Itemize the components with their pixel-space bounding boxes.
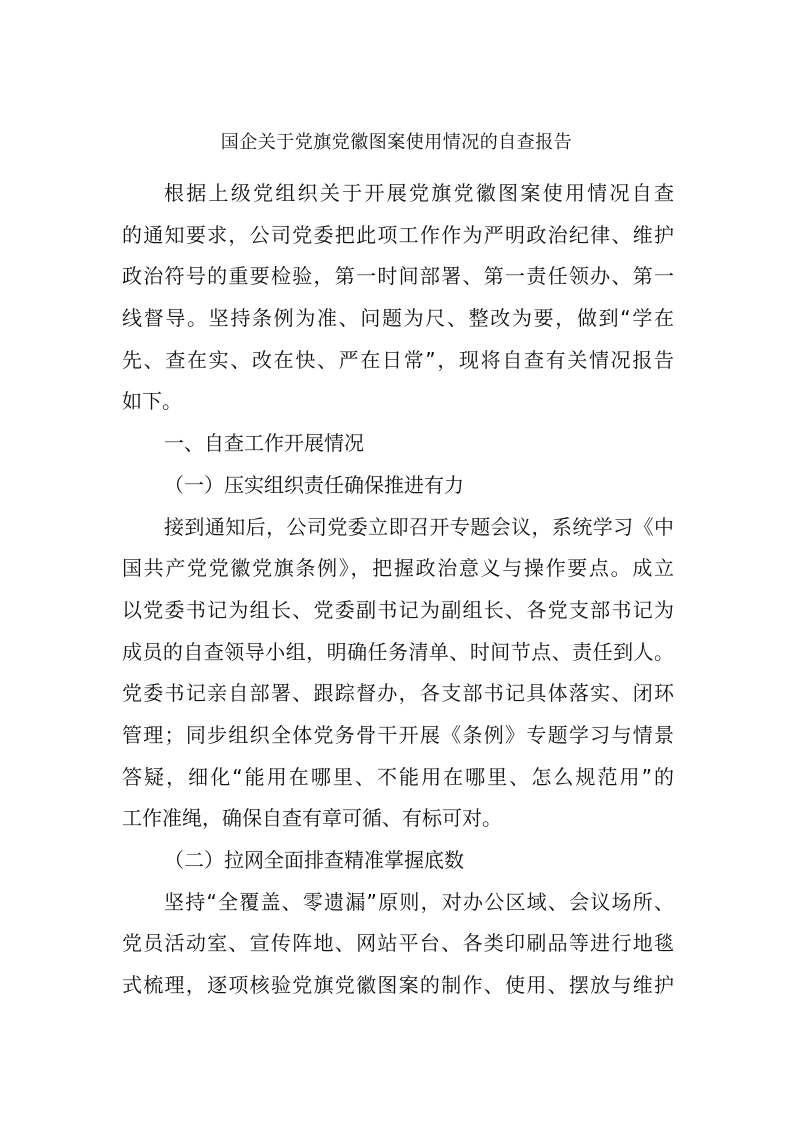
text-line: 坚持“全覆盖、零遗漏”原则，对办公区域、会议场所、 xyxy=(164,889,674,914)
text-line: 以党委书记为组长、党委副书记为副组长、各党支部书记为 xyxy=(122,597,674,622)
text-line: 政治符号的重要检验，第一时间部署、第一责任领办、第一 xyxy=(122,264,674,289)
document-body xyxy=(122,173,674,1007)
text-line: 答疑，细化“能用在哪里、不能用在哪里、怎么规范用”的 xyxy=(122,764,674,789)
text-line: 式梳理，逐项核验党旗党徽图案的制作、使用、摆放与维护 xyxy=(122,973,674,998)
text-line: 根据上级党组织关于开展党旗党徽图案使用情况自查 xyxy=(164,181,674,205)
text-line: 工作准绳，确保自查有章可循、有标可对。 xyxy=(122,806,502,831)
text-line: 国共产党党徽党旗条例》，把握政治意义与操作要点。成立 xyxy=(122,556,674,581)
text-line: 接到通知后，公司党委立即召开专题会议，系统学习《中 xyxy=(164,514,674,539)
text-line: 成员的自查领导小组，明确任务清单、时间节点、责任到人。 xyxy=(122,639,674,664)
text-line: 管理；同步组织全体党务骨干开展《条例》专题学习与情景 xyxy=(122,722,674,747)
document-title: 国企关于党旗党徽图案使用情况的自查报告 xyxy=(220,132,573,153)
text-line: （二）拉网全面排查精准掌握底数 xyxy=(164,848,464,872)
text-line: （一）压实组织责任确保推进有力 xyxy=(164,472,464,497)
text-line: 党员活动室、宣传阵地、网站平台、各类印刷品等进行地毯 xyxy=(122,931,674,956)
text-line: 的通知要求，公司党委把此项工作作为严明政治纪律、维护 xyxy=(122,222,674,247)
text-line: 如下。 xyxy=(122,389,182,414)
text-line: 先、查在实、改在快、严在日常”，现将自查有关情况报告 xyxy=(122,347,674,372)
text-line: 一、自查工作开展情况 xyxy=(164,431,364,456)
text-line: 线督导。坚持条例为准、问题为尺、整改为要，做到“学在 xyxy=(122,306,674,331)
text-line: 党委书记亲自部署、跟踪督办，各支部书记具体落实、闭环 xyxy=(122,681,674,706)
